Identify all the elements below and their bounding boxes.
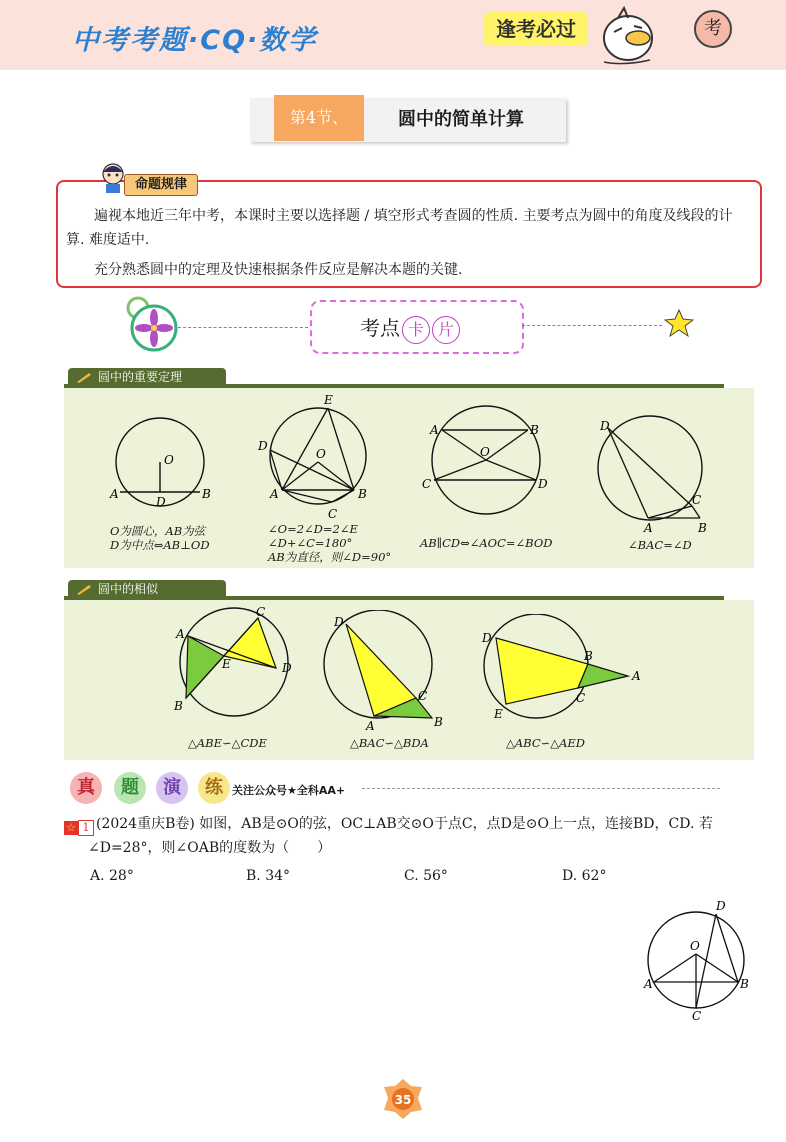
label: E bbox=[222, 657, 231, 671]
section-title: 圆中的简单计算 bbox=[398, 109, 524, 130]
label: D bbox=[258, 439, 268, 453]
theorem-figure-2 bbox=[256, 394, 376, 522]
similar-tab-label: 圆中的相似 bbox=[98, 582, 159, 596]
caption-line: ∠D+∠C=180° bbox=[268, 536, 353, 550]
similar-figure-3 bbox=[480, 614, 646, 726]
duck-mascot-icon bbox=[594, 4, 664, 70]
question-number: 1 bbox=[78, 820, 94, 836]
label: B bbox=[698, 521, 707, 535]
label: C bbox=[692, 1009, 702, 1020]
card-char-2: 片 bbox=[432, 316, 460, 344]
theorem-figure-4 bbox=[590, 412, 720, 536]
caption-line: AB为直径，则∠D=90° bbox=[268, 550, 392, 564]
rule-paragraph-2: 充分熟悉圆中的定理及快速根据条件反应是解决本题的关键. bbox=[94, 262, 463, 278]
label: D bbox=[538, 477, 548, 491]
slogan-badge: 逢考必过 bbox=[484, 12, 588, 46]
question-line-2: ∠D=28°，则∠OAB的度数为（ ） bbox=[88, 840, 332, 856]
rule-paragraph-1: 遍视本地近三年中考，本课时主要以选择题 / 填空形式考查圆的性质. 主要考点为圆中的角度及线段的计算. 难度适中. bbox=[66, 208, 733, 248]
label: C bbox=[576, 691, 586, 705]
label: O bbox=[690, 939, 700, 953]
label: B bbox=[584, 649, 593, 663]
label: A bbox=[176, 627, 185, 641]
label: A bbox=[366, 719, 375, 730]
label: D bbox=[600, 419, 610, 433]
question-badge bbox=[64, 816, 94, 832]
label: B bbox=[434, 715, 443, 729]
similar-2-caption: △BAC∽△BDA bbox=[350, 736, 429, 750]
card-char-1: 卡 bbox=[402, 316, 430, 344]
label: A bbox=[644, 977, 653, 991]
star-icon bbox=[664, 308, 694, 338]
label: E bbox=[494, 707, 503, 721]
exam-badge: 考 bbox=[694, 10, 732, 48]
label: C bbox=[256, 605, 266, 619]
label: D bbox=[334, 615, 344, 629]
label: B bbox=[530, 423, 539, 437]
label: B bbox=[740, 977, 749, 991]
theorem-4-caption bbox=[628, 538, 692, 552]
page-number: 35 bbox=[394, 1093, 412, 1107]
similar-3-caption: △ABC∽△AED bbox=[506, 736, 586, 750]
practice-icon-2: 题 bbox=[114, 772, 146, 804]
label: C bbox=[422, 477, 432, 491]
option-c[interactable]: C. 56° bbox=[404, 868, 448, 884]
label: C bbox=[692, 493, 702, 507]
caption-line: O为圆心，AB为弦 bbox=[110, 524, 206, 538]
label: D bbox=[482, 631, 492, 645]
theorem-3-caption bbox=[420, 536, 552, 550]
theorem-figure-3 bbox=[418, 404, 558, 524]
label: D bbox=[156, 495, 166, 509]
similar-1-caption: △ABE∽△CDE bbox=[188, 736, 267, 750]
caption-line: ∠O=2∠D=2∠E bbox=[268, 522, 358, 536]
caption-line: AB∥CD⇔∠AOC=∠BOD bbox=[420, 536, 553, 550]
flower-icon bbox=[124, 296, 178, 354]
similar-figure-1 bbox=[166, 604, 302, 720]
label: A bbox=[430, 423, 439, 437]
theorem-2-caption bbox=[268, 522, 391, 564]
label: D bbox=[282, 661, 292, 675]
question-figure bbox=[640, 896, 760, 1020]
student-mascot-icon bbox=[100, 160, 126, 194]
option-a[interactable]: A. 28° bbox=[90, 868, 134, 884]
label: B bbox=[174, 699, 183, 713]
label: B bbox=[358, 487, 367, 501]
practice-icon-3: 演 bbox=[156, 772, 188, 804]
pencil-icon bbox=[76, 583, 92, 595]
follow-text: 关注公众号★全科AA+ bbox=[232, 784, 346, 797]
question-line-1: (2024重庆B卷) 如图，AB是⊙O的弦，OC⊥AB交⊙O于点C，点D是⊙O上一点，连接BD，CD. 若 bbox=[96, 816, 713, 832]
practice-line bbox=[362, 788, 720, 789]
practice-icon-4: 练 bbox=[198, 772, 230, 804]
label: A bbox=[632, 669, 641, 683]
theorem-figure-1 bbox=[100, 406, 220, 516]
theorem-1-caption bbox=[110, 524, 210, 552]
card-left-line bbox=[178, 327, 308, 328]
caption-line: ∠BAC=∠D bbox=[628, 538, 692, 552]
label: O bbox=[164, 453, 174, 467]
label: B bbox=[202, 487, 211, 501]
section-number: 第4节、 bbox=[274, 95, 364, 141]
label: O bbox=[316, 447, 326, 461]
card-title bbox=[360, 312, 460, 344]
pencil-icon bbox=[76, 371, 92, 383]
practice-icon-1: 真 bbox=[70, 772, 102, 804]
label: C bbox=[328, 507, 338, 521]
label: O bbox=[480, 445, 490, 459]
label: C bbox=[418, 689, 428, 703]
label: A bbox=[644, 521, 653, 535]
rule-label: 命题规律 bbox=[124, 174, 198, 196]
label: D bbox=[716, 899, 726, 913]
similar-figure-2 bbox=[316, 610, 450, 730]
card-right-line bbox=[522, 325, 662, 326]
label: E bbox=[324, 394, 333, 407]
option-b[interactable]: B. 34° bbox=[246, 868, 291, 884]
caption-line: D为中点⇔AB⊥OD bbox=[110, 538, 210, 552]
brand-title: 中考考题·CQ·数学 bbox=[72, 25, 318, 56]
label: A bbox=[110, 487, 119, 501]
theorems-tab-label: 圆中的重要定理 bbox=[98, 370, 183, 384]
option-d[interactable]: D. 62° bbox=[562, 868, 607, 884]
star-icon: ☆ bbox=[64, 821, 78, 835]
card-prefix: 考点 bbox=[360, 316, 400, 340]
label: A bbox=[270, 487, 279, 501]
page-number-badge bbox=[382, 1078, 424, 1120]
